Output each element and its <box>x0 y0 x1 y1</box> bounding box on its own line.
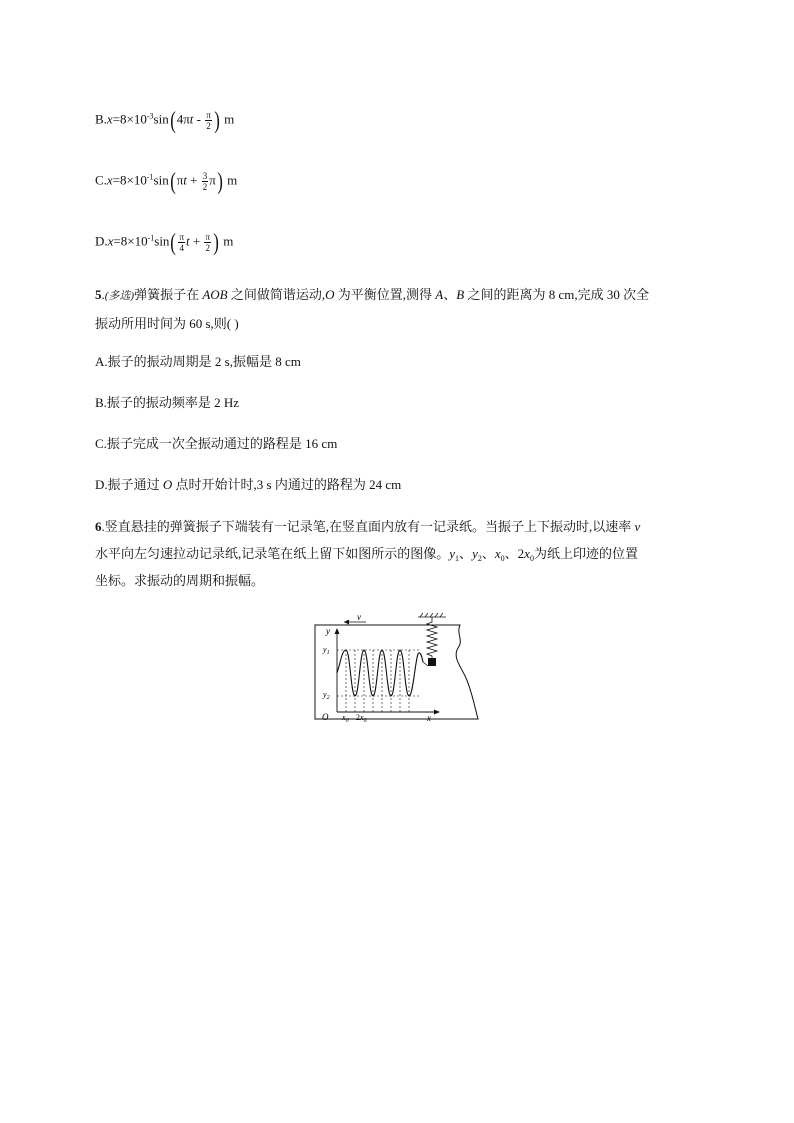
frac-den: 4 <box>179 243 184 253</box>
dashed-guides <box>337 650 420 712</box>
phase-fraction <box>202 171 209 192</box>
separator: 、2 <box>504 546 525 561</box>
pen <box>423 662 428 666</box>
exponent: -1 <box>146 172 154 182</box>
option-text: 点时开始计时,3 s 内通过的路程为 24 cm <box>172 477 402 492</box>
frac-den: 2 <box>202 182 208 192</box>
paren-close: ) <box>213 229 219 256</box>
velocity-label: v <box>357 612 361 622</box>
frac-den: 2 <box>206 121 211 131</box>
y2-label: $y_2$ <box>323 690 330 701</box>
phase-fraction <box>204 232 211 253</box>
var-t: t <box>183 172 187 188</box>
option-text: D.振子通过 <box>95 477 163 492</box>
option-4d <box>95 229 234 256</box>
spring <box>427 617 437 658</box>
operator: - <box>193 111 205 127</box>
option-prefix: D. <box>95 233 108 249</box>
var-y: y <box>472 546 478 561</box>
omega-fraction <box>178 232 185 253</box>
sin-fn: sin <box>153 111 169 127</box>
option-4b <box>95 107 235 134</box>
frac-num: 3 <box>202 171 208 181</box>
unit: m <box>220 111 235 127</box>
stem-text: 振动所用时间为 60 s,则( ) <box>95 316 239 331</box>
frac-num: π <box>205 232 210 242</box>
var-x: x <box>106 111 113 127</box>
sin-fn: sin <box>154 233 170 249</box>
stem-text: 、 <box>443 287 457 302</box>
paren-close: ) <box>214 107 220 134</box>
paren-open: ( <box>170 229 177 256</box>
unit: m <box>220 233 234 249</box>
var-x: x <box>494 546 501 561</box>
coef: =8×10 <box>112 172 147 188</box>
var-o: O <box>162 477 173 492</box>
subscript: 1 <box>455 554 460 563</box>
sin-fn: sin <box>153 172 169 188</box>
omega: 4π <box>176 111 190 127</box>
paren-close: ) <box>217 168 223 195</box>
x-axis-arrow <box>434 710 440 715</box>
question-5-option-c: C.振子完成一次全振动通过的路程是 16 cm <box>95 436 338 451</box>
frac-den: 2 <box>205 243 210 253</box>
frac-num: π <box>206 110 211 120</box>
paren-open: ( <box>169 168 176 195</box>
stem-text: 之间的距离为 8 cm,完成 30 次全 <box>464 287 650 302</box>
x-axis-label: x <box>427 713 431 722</box>
subscript: 0 <box>500 554 505 563</box>
var-t: t <box>189 111 194 127</box>
stem-text: 水平向左匀速拉动记录纸,记录笔在纸上留下如图所示的图像。 <box>95 546 450 561</box>
exponent: -1 <box>147 233 155 243</box>
question-6-stem <box>95 513 705 594</box>
subscript: 2 <box>477 554 482 563</box>
spring-oscillator-figure <box>312 612 482 722</box>
exponent: -3 <box>146 111 154 121</box>
var-v: v <box>634 519 641 534</box>
frac-num: π <box>179 232 184 242</box>
separator: 、 <box>459 546 473 561</box>
2x0-label: $2x_0$ <box>356 713 367 722</box>
velocity-arrowhead <box>344 620 349 625</box>
x0-label: $x_0$ <box>342 713 349 722</box>
operator: + <box>186 172 201 188</box>
omega: π <box>176 172 184 188</box>
option-prefix: C. <box>95 172 107 188</box>
subscript: 0 <box>529 554 534 563</box>
stem-text: 坐标。求振动的周期和振幅。 <box>95 573 265 588</box>
question-5-option-a: A.振子的振动周期是 2 s,振幅是 8 cm <box>95 354 301 369</box>
y-axis-arrow <box>335 628 340 634</box>
question-5-stem: 5.(多选)弹簧振子在 AOB 之间做简谐运动,O 为平衡位置,测得 A、B 之间的距离为 8 cm,完成 30 次全 振动所用时间为 60 s,则( ) <box>95 287 650 331</box>
question-5-option-d <box>95 476 401 494</box>
unit: m <box>223 172 238 188</box>
ceiling-hatch <box>418 613 446 617</box>
paren-open: ( <box>169 107 176 134</box>
question-number: 6 <box>95 519 102 534</box>
phase-fraction <box>205 110 212 131</box>
y-axis-label: y <box>326 626 330 636</box>
var-x: x <box>524 546 530 561</box>
var-o: O <box>325 287 335 302</box>
oscillator-mass <box>428 658 436 666</box>
var-x: x <box>106 172 113 188</box>
stem-text: 弹簧振子在 <box>134 287 203 302</box>
question-5-option-b: B.振子的振动频率是 2 Hz <box>95 395 240 410</box>
var-x: x <box>107 233 114 249</box>
coef: =8×10 <box>113 233 148 249</box>
y1-label: $y_1$ <box>323 645 330 656</box>
pi: π <box>209 172 216 188</box>
operator: + <box>189 233 204 249</box>
stem-text: 为平衡位置,测得 <box>334 287 436 302</box>
multi-choice-tag: (多选) <box>104 290 135 302</box>
stem-text: .竖直悬挂的弹簧振子下端装有一记录笔,在竖直面内放有一记录纸。当振子上下振动时,以速率 <box>101 519 635 534</box>
var-b: B <box>456 287 465 302</box>
var-a: A <box>435 287 444 302</box>
option-prefix: B. <box>95 111 107 127</box>
var-aob: AOB <box>202 287 228 302</box>
question-number: 5 <box>95 287 102 302</box>
stem-text: 之间做简谐运动, <box>227 287 326 302</box>
recording-paper <box>315 625 478 719</box>
var-y: y <box>449 546 456 561</box>
var-t: t <box>185 233 190 249</box>
stem-text: 为纸上印迹的位置 <box>533 546 638 561</box>
sine-trace <box>337 650 423 696</box>
coef: =8×10 <box>112 111 147 127</box>
origin-label: O <box>322 712 329 722</box>
separator: 、 <box>481 546 495 561</box>
option-4c <box>95 168 238 195</box>
